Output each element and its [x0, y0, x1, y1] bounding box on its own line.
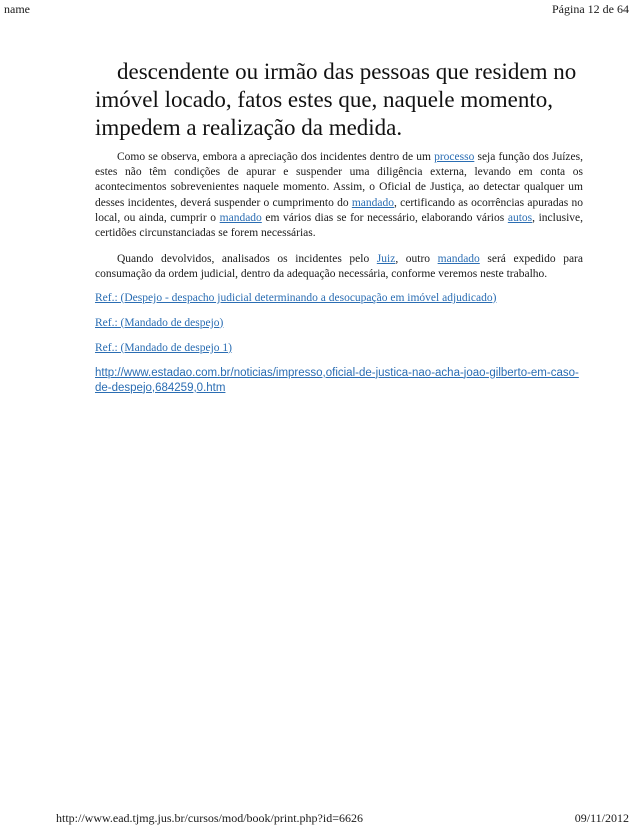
ref-item [95, 316, 583, 331]
paragraph-1-text-1: Como se observa, embora a apreciação dos incidentes dentro de um [117, 151, 435, 163]
page-number: Página 12 de 64 [552, 2, 629, 16]
heading-text [95, 58, 583, 142]
ref-item [95, 341, 583, 356]
page-content [95, 58, 583, 396]
paragraph-2 [95, 252, 583, 282]
paragraph-1-text-5: , inclusive, certidões circunstanciadas se forem necessárias. [95, 211, 583, 240]
external-url-item [95, 366, 583, 396]
link-mandado-3[interactable]: mandado [437, 253, 480, 266]
link-processo[interactable]: processo [434, 151, 475, 163]
link-mandado-2[interactable]: mandado [219, 211, 262, 224]
paragraph-2-text-2: , outro [395, 253, 438, 266]
external-url-link[interactable]: http://www.estadao.com.br/noticias/impresso,oficial-de-justica-nao-acha-joao-gilberto-em-caso-de-despejo,684259,0.htm [95, 366, 579, 394]
footer-date: 09/11/2012 [574, 811, 629, 825]
ref-item [95, 291, 583, 306]
paragraph-1-text-4: em vários dias se for necessário, elaborando vários [261, 211, 508, 224]
link-juiz[interactable]: Juiz [376, 253, 396, 266]
paragraph-1-text-3: , certificando as ocorrências apuradas no local, ou ainda, cumprir o [95, 196, 583, 224]
footer-url: http://www.ead.tjmg.jus.br/cursos/mod/book/print.php?id=6626 [56, 811, 363, 825]
link-autos[interactable]: autos [507, 211, 533, 224]
ref-link-mandado-despejo-1[interactable]: Ref.: (Mandado de despejo 1) [95, 341, 233, 354]
link-mandado-1[interactable]: mandado [351, 196, 394, 209]
paragraph-2-text-1: Quando devolvidos, analisados os incidentes pelo [117, 253, 377, 266]
paragraph-2-text-3: será expedido para consumação da ordem judicial, dentro da adequação necessária, conforme veremos neste trabalho. [95, 253, 583, 281]
ref-link-despejo-despacho[interactable]: Ref.: (Despejo - despacho judicial determinando a desocupação em imóvel adjudicado) [95, 291, 497, 304]
paragraph-1 [95, 150, 583, 241]
paragraph-1-text-2: seja função dos Juízes, estes não têm condições de apurar e suspender uma diligência externa, levando em conta os acontecimentos sobrevenientes naquele momento. Assim, o Oficial de Justiça, ao detectar qualquer um desses incidentes, deverá suspender o cumprimento do [95, 151, 583, 209]
ref-link-mandado-despejo[interactable]: Ref.: (Mandado de despejo) [95, 316, 224, 329]
heading-body: descendente ou irmão das pessoas que residem no imóvel locado, fatos estes que, naquele momento, impedem a realização da medida. [95, 59, 577, 140]
header-title: name [4, 2, 30, 16]
